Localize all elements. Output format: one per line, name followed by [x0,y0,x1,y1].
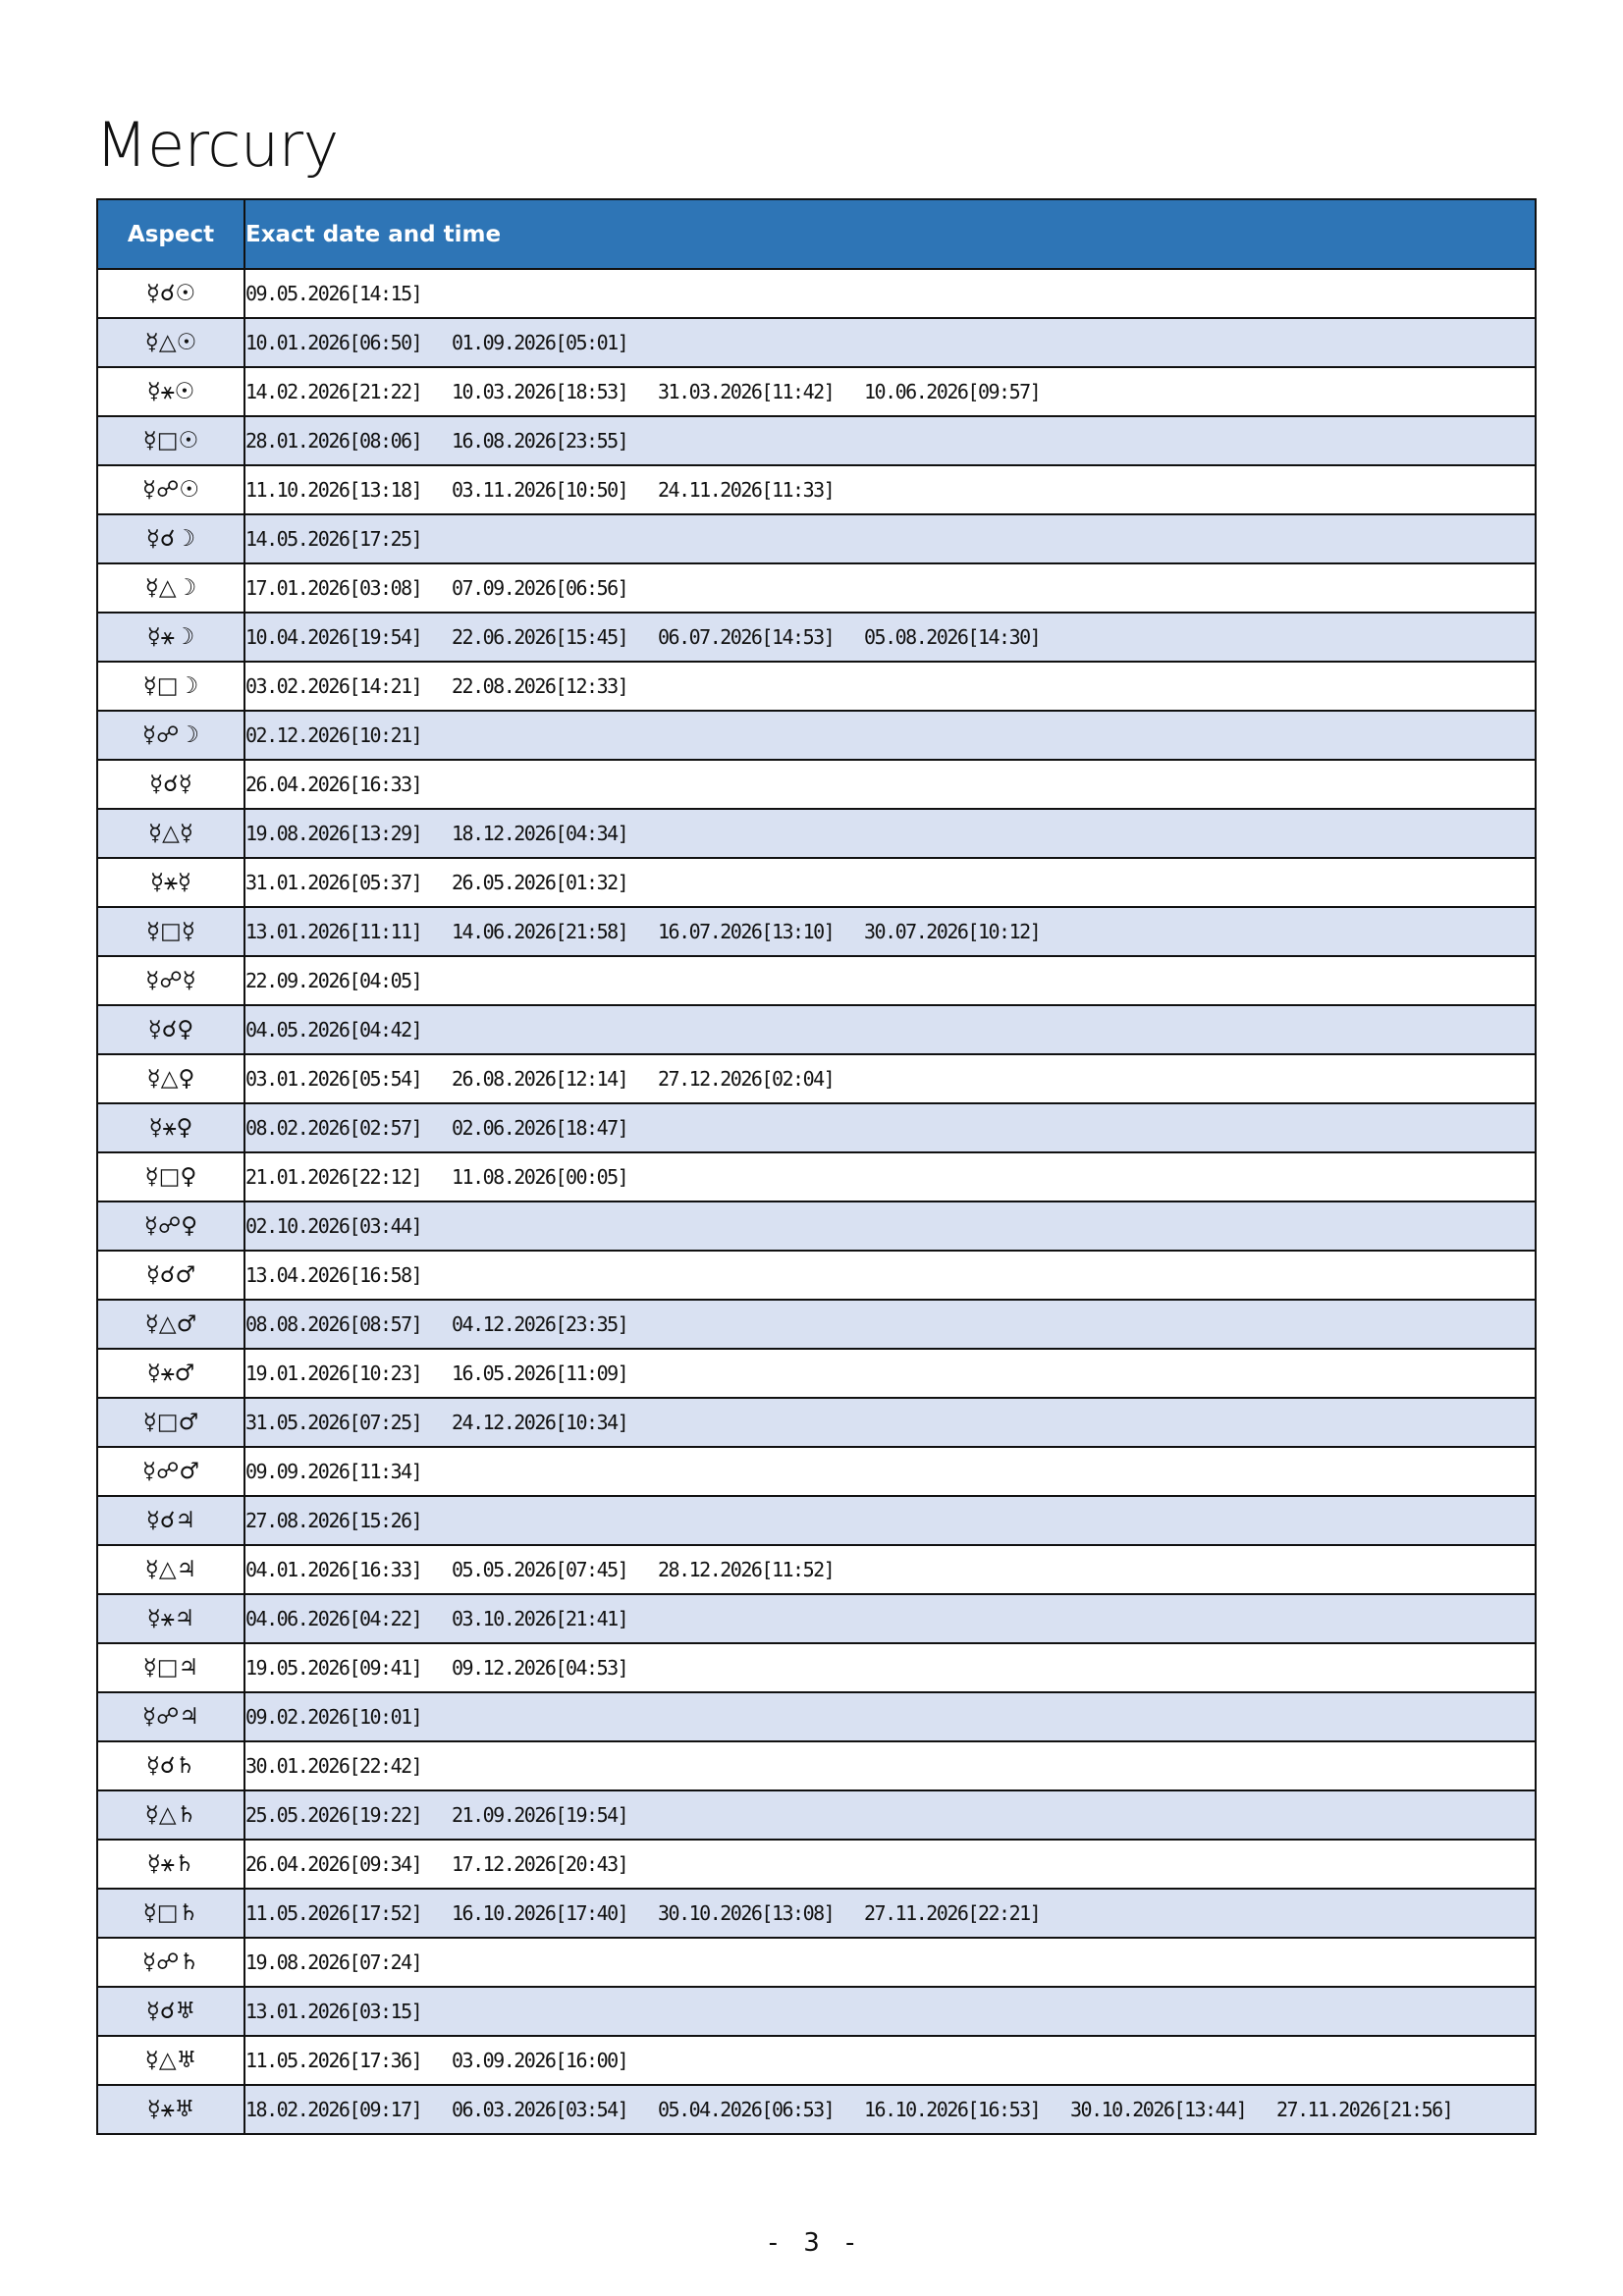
column-header-dates: Exact date and time [244,199,1536,269]
table-body [97,269,1536,2134]
dates-cell [244,269,1536,318]
dates-cell [244,465,1536,514]
table-row [97,416,1536,465]
dates-cell [244,809,1536,858]
aspect-cell: ☿☌♄ [97,1741,244,1790]
exact-datetime: 11.05.2026[17:52] [245,1901,422,1925]
exact-datetime: 08.08.2026[08:57] [245,1312,422,1336]
dates-cell [244,1054,1536,1103]
dates-cell [244,711,1536,760]
dates-cell [244,1152,1536,1201]
table-row [97,1398,1536,1447]
table-row [97,1643,1536,1692]
exact-datetime: 03.02.2026[14:21] [245,674,422,698]
exact-datetime: 06.07.2026[14:53] [658,625,835,649]
aspect-cell: ☿△♃ [97,1545,244,1594]
exact-datetime: 19.08.2026[13:29] [245,822,422,845]
table-row [97,563,1536,613]
exact-datetime: 01.09.2026[05:01] [452,331,628,354]
exact-datetime: 27.12.2026[02:04] [658,1067,835,1091]
exact-datetime: 08.02.2026[02:57] [245,1116,422,1140]
dates-cell [244,1398,1536,1447]
aspect-cell: ☿□♄ [97,1889,244,1938]
dates-cell [244,2036,1536,2085]
aspect-cell: ☿△☉ [97,318,244,367]
exact-datetime: 10.04.2026[19:54] [245,625,422,649]
exact-datetime: 14.06.2026[21:58] [452,920,628,943]
dates-cell [244,1741,1536,1790]
aspect-cell: ☿⚹☉ [97,367,244,416]
table-row [97,1840,1536,1889]
aspect-cell: ☿⚹♃ [97,1594,244,1643]
table-row [97,1349,1536,1398]
dates-cell [244,1103,1536,1152]
table-row [97,711,1536,760]
table-row [97,1790,1536,1840]
exact-datetime: 10.03.2026[18:53] [452,380,628,403]
dates-cell [244,1987,1536,2036]
exact-datetime: 03.09.2026[16:00] [452,2049,628,2072]
page-title: Mercury [95,109,339,181]
exact-datetime: 09.05.2026[14:15] [245,282,422,305]
aspect-cell: ☿△☽ [97,563,244,613]
table-row [97,1594,1536,1643]
table-row [97,662,1536,711]
exact-datetime: 18.12.2026[04:34] [452,822,628,845]
table-row [97,1005,1536,1054]
dates-cell [244,613,1536,662]
aspect-cell: ☿☌♅ [97,1987,244,2036]
exact-datetime: 27.11.2026[22:21] [864,1901,1041,1925]
aspect-cell: ☿□☽ [97,662,244,711]
aspect-cell: ☿⚹♅ [97,2085,244,2134]
dates-cell [244,1938,1536,1987]
exact-datetime: 10.01.2026[06:50] [245,331,422,354]
exact-datetime: 11.08.2026[00:05] [452,1165,628,1189]
table-row [97,1201,1536,1251]
aspect-cell: ☿⚹♀ [97,1103,244,1152]
exact-datetime: 27.08.2026[15:26] [245,1509,422,1532]
aspect-cell: ☿□♂ [97,1398,244,1447]
table-row [97,1545,1536,1594]
table-row [97,1889,1536,1938]
aspect-cell: ☿□☿ [97,907,244,956]
exact-datetime: 11.05.2026[17:36] [245,2049,422,2072]
page-number: - 3 - [768,2228,855,2258]
dates-cell [244,318,1536,367]
dates-cell [244,514,1536,563]
dates-cell [244,907,1536,956]
table-row [97,1496,1536,1545]
exact-datetime: 14.02.2026[21:22] [245,380,422,403]
exact-datetime: 21.01.2026[22:12] [245,1165,422,1189]
exact-datetime: 22.09.2026[04:05] [245,969,422,992]
aspect-cell: ☿☍♂ [97,1447,244,1496]
exact-datetime: 19.08.2026[07:24] [245,1950,422,1974]
exact-datetime: 16.10.2026[16:53] [864,2098,1041,2121]
aspect-cell: ☿☌☽ [97,514,244,563]
exact-datetime: 24.12.2026[10:34] [452,1411,628,1434]
exact-datetime: 28.01.2026[08:06] [245,429,422,453]
exact-datetime: 17.01.2026[03:08] [245,576,422,600]
table-row [97,367,1536,416]
aspect-cell: ☿⚹♂ [97,1349,244,1398]
exact-datetime: 31.03.2026[11:42] [658,380,835,403]
column-header-aspect: Aspect [97,199,244,269]
dates-cell [244,367,1536,416]
dates-cell [244,662,1536,711]
exact-datetime: 05.05.2026[07:45] [452,1558,628,1581]
exact-datetime: 02.10.2026[03:44] [245,1214,422,1238]
exact-datetime: 09.12.2026[04:53] [452,1656,628,1680]
exact-datetime: 24.11.2026[11:33] [658,478,835,502]
exact-datetime: 03.01.2026[05:54] [245,1067,422,1091]
table-header-row [97,199,1536,269]
dates-cell [244,2085,1536,2134]
table-row [97,1741,1536,1790]
exact-datetime: 27.11.2026[21:56] [1276,2098,1453,2121]
dates-cell [244,1201,1536,1251]
aspect-cell: ☿△♀ [97,1054,244,1103]
aspect-cell: ☿□♀ [97,1152,244,1201]
table-row [97,1152,1536,1201]
dates-cell [244,1545,1536,1594]
table-row [97,1447,1536,1496]
exact-datetime: 19.01.2026[10:23] [245,1362,422,1385]
exact-datetime: 21.09.2026[19:54] [452,1803,628,1827]
exact-datetime: 31.01.2026[05:37] [245,871,422,894]
exact-datetime: 30.01.2026[22:42] [245,1754,422,1778]
dates-cell [244,1349,1536,1398]
aspect-cell: ☿△♅ [97,2036,244,2085]
table-row [97,760,1536,809]
exact-datetime: 22.08.2026[12:33] [452,674,628,698]
aspect-cell: ☿□☉ [97,416,244,465]
table-row [97,1054,1536,1103]
table-row [97,1987,1536,2036]
dates-cell [244,956,1536,1005]
exact-datetime: 05.04.2026[06:53] [658,2098,835,2121]
table-row [97,613,1536,662]
exact-datetime: 26.04.2026[16:33] [245,773,422,796]
aspect-cell: ☿⚹♄ [97,1840,244,1889]
exact-datetime: 30.10.2026[13:08] [658,1901,835,1925]
aspect-cell: ☿☍☿ [97,956,244,1005]
exact-datetime: 04.05.2026[04:42] [245,1018,422,1041]
table-row [97,514,1536,563]
aspect-cell: ☿☌♃ [97,1496,244,1545]
exact-datetime: 02.06.2026[18:47] [452,1116,628,1140]
dates-cell [244,1692,1536,1741]
table-row [97,1251,1536,1300]
dates-cell [244,760,1536,809]
dates-cell [244,1790,1536,1840]
exact-datetime: 22.06.2026[15:45] [452,625,628,649]
aspect-cell: ☿☍♃ [97,1692,244,1741]
exact-datetime: 03.11.2026[10:50] [452,478,628,502]
exact-datetime: 28.12.2026[11:52] [658,1558,835,1581]
aspect-cell: ☿☌☿ [97,760,244,809]
dates-cell [244,1251,1536,1300]
table-row [97,269,1536,318]
exact-datetime: 30.10.2026[13:44] [1070,2098,1247,2121]
table-row [97,956,1536,1005]
aspects-table [96,198,1537,2135]
table-row [97,1300,1536,1349]
exact-datetime: 13.04.2026[16:58] [245,1263,422,1287]
dates-cell [244,1447,1536,1496]
exact-datetime: 30.07.2026[10:12] [864,920,1041,943]
dates-cell [244,1496,1536,1545]
dates-cell [244,1005,1536,1054]
table-row [97,907,1536,956]
exact-datetime: 16.05.2026[11:09] [452,1362,628,1385]
exact-datetime: 11.10.2026[13:18] [245,478,422,502]
aspect-cell: ☿□♃ [97,1643,244,1692]
table-row [97,858,1536,907]
exact-datetime: 16.10.2026[17:40] [452,1901,628,1925]
table-row [97,2085,1536,2134]
exact-datetime: 13.01.2026[11:11] [245,920,422,943]
table-row [97,465,1536,514]
aspect-cell: ☿△♄ [97,1790,244,1840]
aspect-cell: ☿☌♂ [97,1251,244,1300]
exact-datetime: 14.05.2026[17:25] [245,527,422,551]
dates-cell [244,416,1536,465]
exact-datetime: 04.12.2026[23:35] [452,1312,628,1336]
dates-cell [244,563,1536,613]
table-row [97,1692,1536,1741]
table-row [97,1938,1536,1987]
exact-datetime: 16.07.2026[13:10] [658,920,835,943]
table-row [97,2036,1536,2085]
table-row [97,1103,1536,1152]
table-row [97,318,1536,367]
exact-datetime: 31.05.2026[07:25] [245,1411,422,1434]
exact-datetime: 26.05.2026[01:32] [452,871,628,894]
exact-datetime: 26.08.2026[12:14] [452,1067,628,1091]
dates-cell [244,1889,1536,1938]
exact-datetime: 17.12.2026[20:43] [452,1852,628,1876]
exact-datetime: 04.01.2026[16:33] [245,1558,422,1581]
aspect-cell: ☿☍☽ [97,711,244,760]
exact-datetime: 02.12.2026[10:21] [245,723,422,747]
exact-datetime: 25.05.2026[19:22] [245,1803,422,1827]
dates-cell [244,1300,1536,1349]
exact-datetime: 04.06.2026[04:22] [245,1607,422,1630]
exact-datetime: 19.05.2026[09:41] [245,1656,422,1680]
aspect-cell: ☿☍♀ [97,1201,244,1251]
exact-datetime: 09.02.2026[10:01] [245,1705,422,1729]
aspect-cell: ☿⚹☿ [97,858,244,907]
aspect-cell: ☿☍♄ [97,1938,244,1987]
exact-datetime: 10.06.2026[09:57] [864,380,1041,403]
aspect-cell: ☿☌☉ [97,269,244,318]
exact-datetime: 03.10.2026[21:41] [452,1607,628,1630]
exact-datetime: 09.09.2026[11:34] [245,1460,422,1483]
aspect-cell: ☿△♂ [97,1300,244,1349]
dates-cell [244,858,1536,907]
exact-datetime: 06.03.2026[03:54] [452,2098,628,2121]
dates-cell [244,1594,1536,1643]
dates-cell [244,1840,1536,1889]
table-row [97,809,1536,858]
exact-datetime: 26.04.2026[09:34] [245,1852,422,1876]
exact-datetime: 13.01.2026[03:15] [245,2000,422,2023]
aspect-cell: ☿☍☉ [97,465,244,514]
dates-cell [244,1643,1536,1692]
exact-datetime: 07.09.2026[06:56] [452,576,628,600]
exact-datetime: 05.08.2026[14:30] [864,625,1041,649]
exact-datetime: 16.08.2026[23:55] [452,429,628,453]
aspect-cell: ☿△☿ [97,809,244,858]
aspect-cell: ☿☌♀ [97,1005,244,1054]
aspect-cell: ☿⚹☽ [97,613,244,662]
exact-datetime: 18.02.2026[09:17] [245,2098,422,2121]
